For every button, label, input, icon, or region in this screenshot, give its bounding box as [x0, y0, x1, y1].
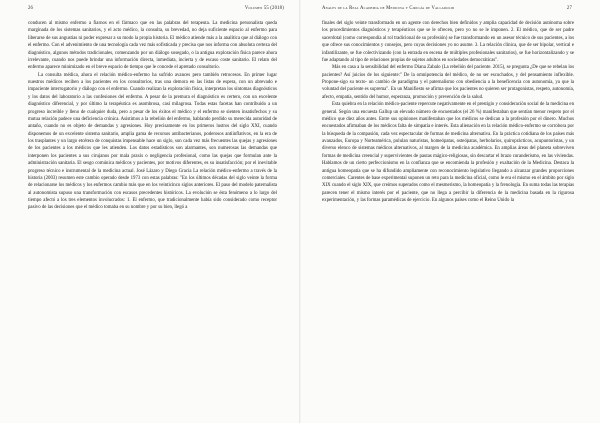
right-header-title: Anales de la Real Academia de Medicina y Cirugía de Valladolid — [322, 6, 455, 11]
left-page-number: 26 — [28, 6, 34, 11]
left-paragraph: La consulta médica, ahora el relación médico-enfermo ha sufrido avances pero también retrocesos. En primer lugar nuestros médicos reciben a los pacientes en los consultorios, tras una demora en las listas de espera, con un abrevado e impaciente interrogatorio y diálogo con el enfermo. Cuando realizan la exploración física, interpretan los síntomas diagnósticos y los datos del laboratorio a las confesiones del enfermo. A pesar de la premura el diagnóstico es certero, con un excelente diagnóstico diferencial, y por último la terapéutica es asombrosa, casi milagrosa. Todas estas facetas han contribuido a un progreso increíble y lleno de cualquier duda, pero a pesar de los éxitos el médico y el enfermo se sienten insatisfechos y su mutua relación padece una deficiencia crónica. Asistimos a la rebelión del enfermo, hablando perdido su merecida autoridad de antaño, cuando no es objeto de demandas y agresiones. Hoy precisamente en los primeros lustros del siglo XXI, cuando disponemos de un excelente sistema sanitario, amplia gama de recursos antibacterianos, poderosos antiinflativos, en la era de los trasplantes y un largo etcétera de conquistas impensable hace un siglo, son cada vez más frecuentes las quejas y agresiones de los pacientes a los médicos que les atienden. Los datos estadísticos son alarmantes, son numerosas las demandas que interponen los pacientes a sus cirujanos por mala praxis o negligencia profesional, como las quejas que formulan ante la administración sanitaria. El sesgo comúnica médicos y pacientes, por motivos diferentes, es su insatisfacción; por el inevitable progreso técnico e instrumental de la medicina actual. José Lázaro y Diego Gracia La relación médico-enfermo a través de la historia (2003) resumen este cambio operado desde 1973 con estas palabras: "En los últimos décadas del siglo veinte la forma de relacionarse los médicos y los enfermos cambio más que en los veinticinco siglos anteriores. El paso del modelo paternalista al autonomista supuso una transformación con escasos precedentes históricos. La evolución se ésta fenómeno a lo largo del tiempo afectó a los tres elementos involucrados: 1. El enfermo, que tradicionalmente había sido considerado como receptor pasivo de las decisiones que el médico tomaba en su nombre y por su bien, llegó a — [28, 72, 277, 211]
right-paragraph: Esta quiebra en la relación médico-paciente repercute negativamente en el prestigio y consideración social de la medicina en general. Según una encuesta Gallup un elevado número de encuestados (el 26 %) manifestaban que sentían menor respeto por el médico que diez años antes. Entre sus opiniones manifestaban que los médicos se dedican a la profesión por el dinero. Muchos encuestados afirmaban de los médicos falta de simpatía e interés. Esta alienación en la relación médico-enfermo se corrobora por la búsqueda de la compasión, cada vez espectacular de formas de medicina alternativa. En la práctica cotidiana de los países más avanzados, Europa y Norteamérica, pululan naturistas, homeópatas, osteópatas, herbolarios, quiroprácticos, acupuntoristas, y un diverso elenco de sistemas médicos alternativos, al margen de la medicina académica. En amplias áreas del planeta sobreviven formas de medicina creencial y supervivientes de pautas mágico-religiosas, sin descartar el brazo curanderismo, en las viviendas. Hablamos de un cierto perfeccionismo en la confianza que se encomienda la profesión y exaltación de la Medicina. Destaca la antigua homeopatía que se ha difundido ampliamente con reconocimiento legislativo llegando a alcanzar grandes proporciones comerciales. Carentes de base experimental suponen un reto para la medicina oficial, como le era el mismo en el ámbito por siglo XIX cuando el siglo XIX, que creímos superados como el mesmerismo, la homeopatía y la frenología. En suma todas las terapias parecen tener el mismo interés por el paciente, que no llega a percibir la diferencia de la medicina basada en la rigurosa experimentación, y las formas paramédicas de ejercicio. En algunos países como el Reino Unido la — [322, 102, 574, 203]
right-page-number: 27 — [566, 6, 572, 11]
left-body-text — [28, 20, 277, 412]
right-running-header — [322, 4, 572, 14]
left-paragraph: conducen al mismo enfermo a fiarnos en el fármaco que en las palabras del terapeuta. La medicina personalista queda marginada de los sistemas sanitarios, y el acto médico, la consulta, su brevedad, no deja suficiente espacio al enfermo para liberarse de sus angustias ni poder expresar a su modo la propia historia. El médico atiende más a la analítica que al diálogo con el enfermo. Con el advenimiento de una tecnología cada vez más sofisticada y precisa que nos informa con absoluta certeza del diagnóstico, algunos métodos tradicionales, comenzando por un diálogo sosegado, o la antigua exploración física parece ahora irrelevante, cuando nos puede brindar una información directa, inmediata, incierta y de escaso coste sanitario. El relato del enfermo aparece minimizado en el breve espacio de tiempo que le concede el apretado consultorio. — [28, 21, 277, 71]
left-running-header — [28, 4, 284, 14]
right-page — [300, 0, 600, 423]
right-paragraph: finales del siglo veinte transformado en un agente con derechos bien definidos y amplia capacidad de decisión autónoma sobre los procedimientos diagnósticos y terapéuticos que se le ofrecen, pero yo no se le imponen. 2. El médico, que de ser padre sacerdotal (como correspondía al rol tradicional de su profesión) se fue transformando en un asesor técnico de sus pacientes, a los que ofrece sus conocimientos y consejos, pero cuyas decisiones yo no asume. 3. La relación clínica, que de ser bipolar, vertical e infantilizante, se fue colectivizando (con la entrada en escena de múltiples profesionales sanitarios), se fue horizontalizando y se fue adaptando al tipo de relaciones propias de sujetos adultos en sociedades democráticas". — [322, 21, 574, 63]
right-body-text — [322, 20, 574, 412]
right-paragraph: Más en casa a la sensibilidad del enfermo Diana Zabalo (La rebelión del paciente. 2015), se pregunta ¿De que se rebelan los pacientes? Así juicios de los siguiente:" De la omnipotencia del médico, de no ser escuchados, y del pensamiento inflexible. Propone-sigo su texto- un cambio de paradigma y el paternalismo con obediencia a la beneficencia con autonomía, ya que la voluntad del paciente es suprema". En un Manifiesto se afirma que los pacientes no quieren ser protagonistas, respeto, autonomía, afecto, empatía, sentido del humor, esperanza, promoción y prevención de la salud. — [322, 65, 574, 100]
left-header-title: Volumen 55 (2018) — [244, 6, 284, 11]
